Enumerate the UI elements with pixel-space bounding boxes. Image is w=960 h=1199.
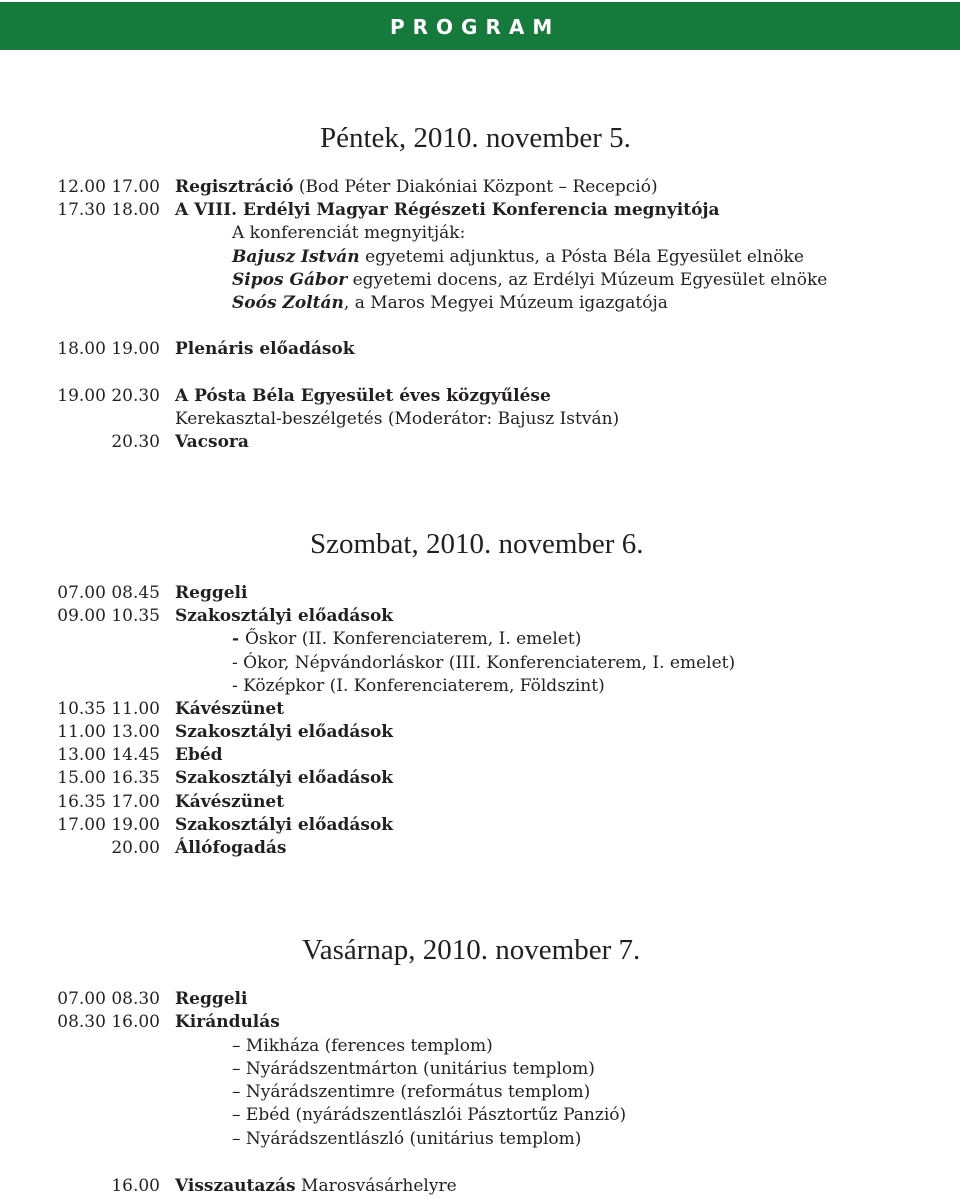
event-title: Visszautazás: [175, 1176, 296, 1196]
list-bullet: –: [232, 1129, 246, 1149]
time-range: 08.30 16.00: [57, 1012, 160, 1032]
time-range: 17.00 19.00: [57, 815, 160, 835]
schedule-row: [0, 338, 960, 361]
speaker-name: Sipos Gábor: [232, 270, 348, 290]
time-range: 20.00: [111, 838, 160, 858]
excursion-stop: [232, 1058, 595, 1081]
speaker-line: [232, 292, 668, 315]
excursion-stop: [232, 1035, 493, 1058]
list-bullet: -: [232, 676, 244, 696]
time-range: 12.00 17.00: [57, 177, 160, 197]
excursion-stop: [232, 1081, 590, 1104]
schedule-row: [0, 1128, 960, 1151]
event-title: Kávészünet: [175, 699, 285, 719]
session-label: Középkor (I. Konferenciaterem, Földszint): [243, 676, 605, 696]
event-text: [175, 385, 551, 408]
schedule-row: [0, 837, 960, 860]
event-text: [175, 338, 355, 361]
schedule-row: [0, 222, 960, 245]
speaker-role: , a Maros Megyei Múzeum igazgatója: [343, 293, 668, 313]
list-bullet: –: [232, 1059, 246, 1079]
event-detail: Marosvásárhelyre: [295, 1176, 457, 1196]
schedule-row: [0, 721, 960, 744]
excursion-stop: [232, 1128, 581, 1151]
time-range: 16.00: [111, 1176, 160, 1196]
speaker-line: [232, 269, 827, 292]
event-title: Reggeli: [175, 583, 248, 603]
event-title: Kirándulás: [175, 1012, 280, 1032]
schedule-row: [0, 431, 960, 454]
event-text: [175, 791, 284, 814]
event-title: Szakosztályi előadások: [175, 815, 394, 835]
speaker-role: egyetemi adjunktus, a Pósta Béla Egyesület elnöke: [359, 247, 804, 267]
list-bullet: –: [232, 1082, 246, 1102]
event-title: Állófogadás: [175, 838, 287, 858]
event-text: [175, 1011, 280, 1034]
event-detail: Kerekasztal-beszélgetés (Moderátor: Bajusz István): [175, 409, 620, 429]
time-range: 16.35 17.00: [57, 792, 160, 812]
event-text: [175, 1175, 457, 1198]
list-bullet: -: [232, 629, 245, 649]
day-heading-sunday: Vasárnap, 2010. november 7.: [302, 934, 641, 966]
schedule-row: [0, 652, 960, 675]
event-text: [175, 988, 247, 1011]
schedule-row: [0, 628, 960, 651]
schedule-row: [0, 744, 960, 767]
time-range: 19.00 20.30: [57, 386, 160, 406]
event-text: [175, 582, 247, 605]
event-detail: A konferenciát megnyitják:: [232, 223, 466, 243]
schedule-row: [0, 1081, 960, 1104]
time-range: 09.00 10.35: [57, 606, 160, 626]
event-title: Szakosztályi előadások: [175, 606, 394, 626]
stop-label: Nyárádszentimre (református templom): [245, 1082, 591, 1102]
schedule-row: [0, 1058, 960, 1081]
day-heading-saturday: Szombat, 2010. november 6.: [310, 528, 644, 560]
event-title: Regisztráció: [175, 177, 294, 197]
event-text: [175, 605, 393, 628]
schedule-row: [0, 791, 960, 814]
time-range: 10.35 11.00: [57, 699, 160, 719]
event-title: Szakosztályi előadások: [175, 722, 394, 742]
schedule-row: [0, 292, 960, 315]
session-item: [232, 628, 581, 651]
time-range: 13.00 14.45: [57, 745, 160, 765]
stop-label: Nyárádszentmárton (unitárius templom): [245, 1059, 595, 1079]
schedule-row: [0, 1011, 960, 1034]
program-banner: [0, 2, 960, 50]
day-heading-friday: Péntek, 2010. november 5.: [320, 122, 631, 154]
list-bullet: -: [232, 653, 244, 673]
event-text: [175, 199, 720, 222]
event-text: [175, 698, 284, 721]
schedule-row: [0, 814, 960, 837]
schedule-row: [0, 1035, 960, 1058]
excursion-stop: [232, 1104, 626, 1127]
schedule-row: [0, 199, 960, 222]
schedule-row: [0, 176, 960, 199]
time-range: 18.00 19.00: [57, 339, 160, 359]
speaker-line: [232, 246, 804, 269]
time-range: 20.30: [111, 432, 160, 452]
time-range: 11.00 13.00: [57, 722, 160, 742]
schedule-row: [0, 675, 960, 698]
schedule-row: [0, 408, 960, 431]
event-title: Reggeli: [175, 989, 248, 1009]
schedule-row: [0, 1104, 960, 1127]
list-bullet: –: [232, 1105, 246, 1125]
event-title: Ebéd: [175, 745, 223, 765]
session-label: Ókor, Népvándorláskor (III. Konferenciaterem, I. emelet): [243, 653, 736, 673]
event-title: Vacsora: [175, 432, 249, 452]
schedule-row: [0, 385, 960, 408]
session-item: [232, 652, 735, 675]
schedule-row: [0, 605, 960, 628]
event-title: A VIII. Erdélyi Magyar Régészeti Konferencia megnyitója: [175, 200, 720, 220]
event-detail: (Bod Péter Diakóniai Központ – Recepció): [293, 177, 658, 197]
event-text: [175, 814, 393, 837]
time-range: 07.00 08.45: [57, 583, 160, 603]
stop-label: Nyárádszentlászló (unitárius templom): [245, 1129, 582, 1149]
schedule-row: [0, 246, 960, 269]
event-text: [175, 767, 393, 790]
stop-label: Ebéd (nyárádszentlászlói Pásztortűz Panzió): [245, 1105, 627, 1125]
speaker-name: Soós Zoltán: [232, 293, 344, 313]
schedule-row: [0, 582, 960, 605]
list-bullet: –: [232, 1036, 246, 1056]
event-title: Kávészünet: [175, 792, 285, 812]
event-text: [175, 721, 393, 744]
time-range: 07.00 08.30: [57, 989, 160, 1009]
speaker-name: Bajusz István: [232, 247, 360, 267]
speaker-role: egyetemi docens, az Erdélyi Múzeum Egyesület elnöke: [347, 270, 828, 290]
event-text: [175, 744, 223, 767]
event-text: [175, 431, 249, 454]
event-text: [175, 837, 286, 860]
session-item: [232, 675, 605, 698]
time-range: 17.30 18.00: [57, 200, 160, 220]
program-title: PROGRAM: [390, 15, 561, 39]
schedule-row: [0, 698, 960, 721]
schedule-row: [0, 1175, 960, 1198]
event-title: Plenáris előadások: [175, 339, 355, 359]
event-title: A Pósta Béla Egyesület éves közgyűlése: [175, 386, 551, 406]
schedule-row: [0, 988, 960, 1011]
event-title: Szakosztályi előadások: [175, 768, 394, 788]
schedule-row: [0, 269, 960, 292]
stop-label: Mikháza (ferences templom): [245, 1036, 493, 1056]
time-range: 15.00 16.35: [57, 768, 160, 788]
schedule-row: [0, 767, 960, 790]
session-label: Őskor (II. Konferenciaterem, I. emelet): [244, 629, 582, 649]
event-text: [175, 176, 658, 199]
